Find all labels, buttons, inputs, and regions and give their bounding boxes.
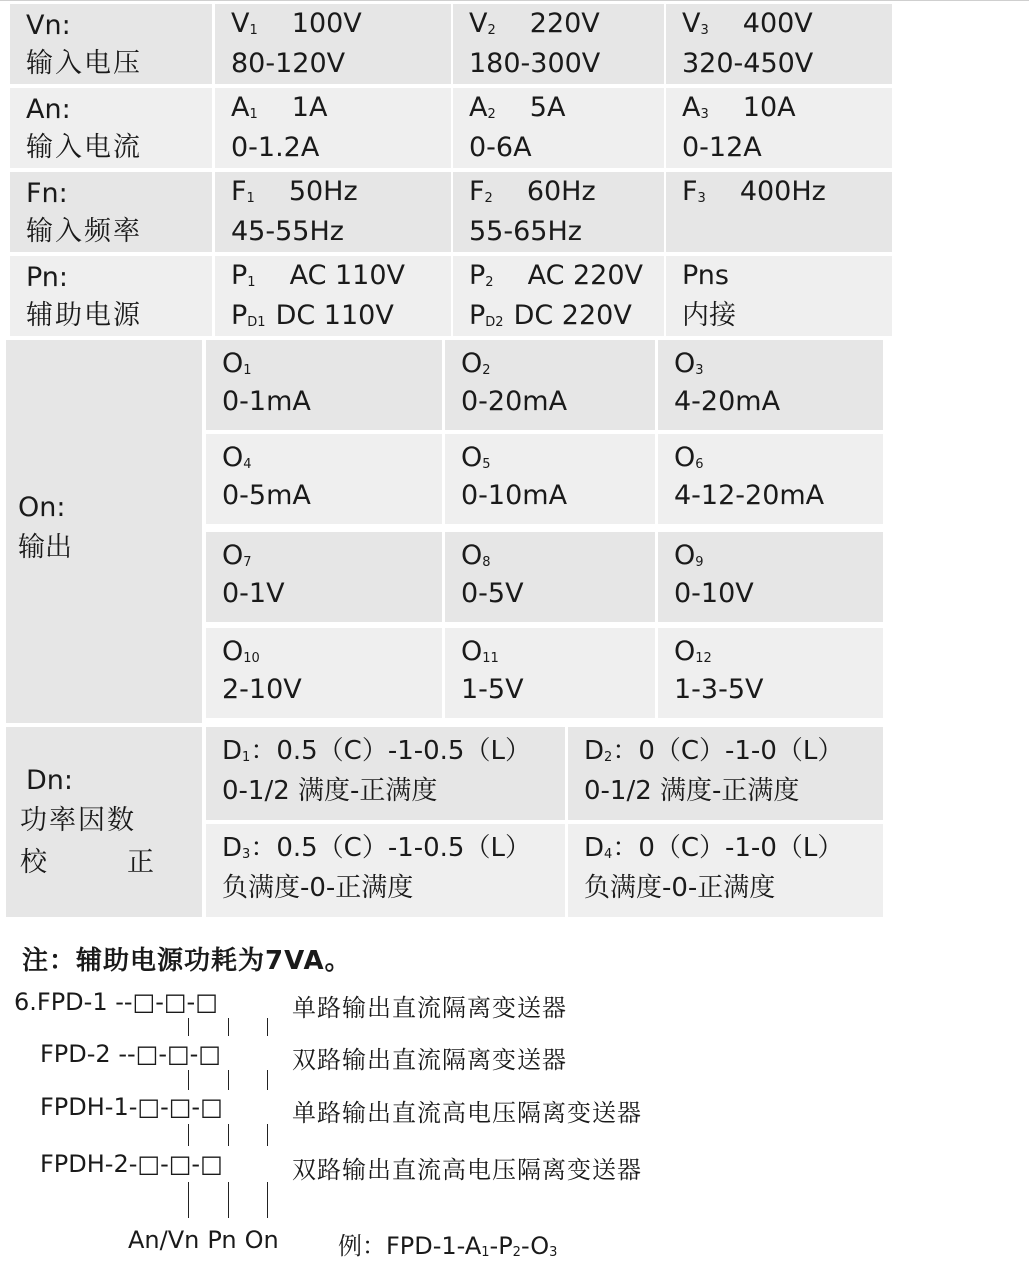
- output-range-line: [461, 578, 524, 610]
- cell-line1: [682, 8, 813, 47]
- cell-0-1: [453, 4, 664, 84]
- output-cell-1: [445, 340, 655, 430]
- row-header-0: [10, 4, 212, 84]
- cell-range: 内接: [682, 300, 736, 331]
- model-line-2: [40, 1093, 223, 1121]
- row-key: [26, 10, 71, 42]
- pf-label-2: [20, 847, 154, 879]
- output-range: 1-5V: [461, 674, 524, 705]
- cell-1-1: [453, 88, 664, 168]
- output-subscript: 1: [243, 363, 252, 378]
- connector-1-2: [267, 1070, 268, 1090]
- pf-range: 0-1/2 满度-正满度: [222, 776, 438, 806]
- output-subscript: 8: [482, 555, 491, 570]
- cell-value: 400V: [742, 8, 813, 39]
- pf-line1: [222, 832, 531, 871]
- example-sub-3: 3: [549, 1245, 558, 1260]
- output-range-line: [222, 480, 311, 512]
- output-subscript: 11: [482, 651, 499, 666]
- output-range-line: [461, 480, 567, 512]
- output-range: 0-10mA: [461, 480, 568, 511]
- cell-symbol: F: [231, 176, 247, 207]
- pf-line1: [584, 832, 843, 871]
- output-subscript: 6: [695, 457, 704, 472]
- cell-line1: [469, 176, 596, 215]
- cell-line2: [469, 300, 632, 339]
- connector-1-1: [228, 1070, 229, 1090]
- row-key-text: An:: [26, 94, 71, 125]
- model-desc-2: [292, 1093, 642, 1128]
- cell-subscript: 1: [247, 275, 256, 290]
- legend-on: On: [244, 1226, 279, 1254]
- pf-symbol: D: [222, 736, 243, 766]
- cell-subscript: 2: [487, 23, 496, 38]
- output-symbol-line: [461, 540, 491, 579]
- legend-an-vn: An/Vn: [128, 1226, 200, 1254]
- cell-value-2: DC 220V: [513, 300, 632, 331]
- cell-0-2: [666, 4, 892, 84]
- output-cell-0: [206, 340, 442, 430]
- output-range-line: [222, 386, 311, 418]
- output-range: 0-1mA: [222, 386, 311, 417]
- output-range-line: [222, 674, 302, 706]
- model-description: 单路输出直流高电压隔离变送器: [292, 1099, 642, 1127]
- output-range-line: [222, 578, 285, 610]
- output-subscript: 2: [482, 363, 491, 378]
- output-symbol-line: [222, 442, 252, 481]
- cell-subscript-2: D2: [485, 315, 504, 330]
- cell-2-0: [215, 172, 451, 252]
- output-subscript: 7: [243, 555, 252, 570]
- cell-range: 180-300V: [469, 48, 601, 79]
- output-symbol: O: [461, 540, 483, 571]
- output-cell-10: [445, 628, 655, 718]
- output-symbol: O: [674, 442, 696, 473]
- pf-symbol: D: [222, 833, 243, 863]
- cell-line1: [231, 176, 358, 215]
- cell-range: 80-120V: [231, 48, 346, 79]
- output-cell-8: [658, 532, 883, 622]
- pf-label-2b: 正: [127, 847, 154, 878]
- cell-symbol-2: P: [231, 300, 248, 331]
- pf-cell-2: [206, 824, 565, 917]
- output-cell-7: [445, 532, 655, 622]
- cell-subscript: 1: [246, 191, 255, 206]
- pf-range: 0-1/2 满度-正满度: [584, 776, 800, 806]
- cell-value-2: DC 110V: [275, 300, 394, 331]
- output-range: 0-20mA: [461, 386, 568, 417]
- output-symbol: O: [674, 636, 696, 667]
- pf-symbol: D: [584, 736, 605, 766]
- cell-subscript: 3: [700, 23, 709, 38]
- output-subscript: 5: [482, 457, 491, 472]
- output-symbol-line: [222, 540, 252, 579]
- model-description: 双路输出直流隔离变送器: [292, 1046, 567, 1074]
- output-symbol: O: [222, 442, 244, 473]
- pf-range: 负满度-0-正满度: [584, 873, 776, 903]
- row-label-text: 输入频率: [26, 216, 142, 247]
- output-symbol-line: [674, 540, 704, 579]
- output-symbol-line: [674, 636, 712, 675]
- cell-line1: [682, 92, 796, 131]
- pf-cell-0: [206, 727, 565, 820]
- pf-subscript: 3: [242, 847, 251, 862]
- row-key-text: Vn:: [26, 10, 71, 41]
- cell-value: 10A: [742, 92, 796, 123]
- cell-range: 55-65Hz: [469, 216, 582, 247]
- output-cell-9: [206, 628, 442, 718]
- output-range: 0-1V: [222, 578, 285, 609]
- output-range-line: [461, 386, 567, 418]
- connector-2-1: [228, 1124, 229, 1146]
- example-sub-2: 2: [512, 1245, 521, 1260]
- output-cell-5: [658, 434, 883, 524]
- model-line-0: [14, 988, 218, 1016]
- row-key-text: Pn:: [26, 262, 69, 293]
- cell-value: 5A: [529, 92, 566, 123]
- cell-range: 0-12A: [682, 132, 762, 163]
- output-subscript: 10: [243, 651, 260, 666]
- row-key: [26, 178, 68, 210]
- cell-line1: [231, 260, 405, 299]
- connector-3-1: [228, 1182, 229, 1218]
- power-note: [22, 940, 352, 977]
- output-symbol-line: [222, 636, 260, 675]
- connector-0-0: [188, 1018, 189, 1036]
- cell-subscript: 1: [249, 107, 258, 122]
- model-line-3: [40, 1150, 223, 1178]
- cell-value: 400Hz: [739, 176, 826, 207]
- pf-label-1: [20, 805, 136, 837]
- cell-value: AC 220V: [527, 260, 644, 291]
- top-border: [0, 0, 1029, 1]
- pf-label-1-text: 功率因数: [20, 805, 136, 836]
- pf-line2: [584, 872, 775, 904]
- example-part-3: -O: [520, 1232, 550, 1260]
- output-symbol: O: [461, 442, 483, 473]
- row-label-text: 输入电压: [26, 48, 142, 79]
- pf-line1: [222, 735, 531, 774]
- output-subscript: 4: [243, 457, 252, 472]
- output-symbol: O: [222, 636, 244, 667]
- output-symbol: O: [222, 348, 244, 379]
- cell-line1: [469, 8, 600, 47]
- row-label-text: 辅助电源: [26, 300, 142, 331]
- pf-symbol: D: [584, 833, 605, 863]
- cell-1-2: [666, 88, 892, 168]
- cell-symbol: F: [469, 176, 485, 207]
- output-range: 2-10V: [222, 674, 302, 705]
- cell-symbol: Pns: [682, 260, 729, 291]
- cell-value: 100V: [291, 8, 362, 39]
- output-subscript: 12: [695, 651, 712, 666]
- cell-subscript: 2: [485, 275, 494, 290]
- row-key: [26, 94, 71, 126]
- cell-value: 50Hz: [288, 176, 358, 207]
- output-symbol-line: [674, 348, 704, 387]
- output-range: 0-10V: [674, 578, 754, 609]
- cell-line2: [682, 300, 736, 332]
- output-subscript: 3: [695, 363, 704, 378]
- cell-line2: [231, 216, 344, 248]
- cell-value: AC 110V: [289, 260, 406, 291]
- model-code: 6.FPD-1 --□-□-□: [14, 988, 218, 1016]
- example-code: [338, 1226, 557, 1261]
- pf-key-text: Dn:: [26, 765, 73, 796]
- output-range-line: [461, 674, 524, 706]
- cell-line1: [469, 260, 643, 299]
- cell-subscript-2: D1: [247, 315, 266, 330]
- output-cell-2: [658, 340, 883, 430]
- output-cell-4: [445, 434, 655, 524]
- cell-line1: [682, 176, 826, 215]
- example-prefix: 例：FPD-1-A: [338, 1232, 482, 1260]
- cell-symbol: A: [231, 92, 250, 123]
- output-symbol: O: [461, 348, 483, 379]
- pf-formula: ：0（C）-1-0（L）: [612, 833, 844, 863]
- pf-subscript: 2: [604, 750, 613, 765]
- output-range-line: [674, 386, 780, 418]
- output-symbol-line: [222, 348, 252, 387]
- cell-symbol: V: [231, 8, 250, 39]
- model-code: FPDH-1-□-□-□: [40, 1093, 223, 1121]
- output-symbol: O: [222, 540, 244, 571]
- cell-range: 45-55Hz: [231, 216, 344, 247]
- power-factor-header: [6, 727, 202, 917]
- cell-1-0: [215, 88, 451, 168]
- row-header-2: [10, 172, 212, 252]
- connector-3-0: [188, 1182, 189, 1218]
- output-symbol: O: [674, 540, 696, 571]
- output-range: 4-12-20mA: [674, 480, 825, 511]
- pf-label-2a: 校: [20, 847, 47, 878]
- output-range-line: [674, 674, 764, 706]
- pf-line1: [584, 735, 843, 774]
- output-range: 1-3-5V: [674, 674, 764, 705]
- pf-range: 负满度-0-正满度: [222, 873, 414, 903]
- cell-2-1: [453, 172, 664, 252]
- row-header-3: [10, 256, 212, 336]
- connector-2-0: [188, 1124, 189, 1146]
- pf-key: [26, 765, 73, 797]
- row-key-text: Fn:: [26, 178, 68, 209]
- cell-3-0: [215, 256, 451, 336]
- cell-line2: [469, 132, 532, 164]
- pf-cell-1: [568, 727, 883, 820]
- cell-line2: [469, 48, 600, 80]
- cell-line2: [231, 48, 345, 80]
- output-header: [6, 340, 202, 723]
- cell-line1: [682, 260, 729, 292]
- row-label: [26, 300, 142, 332]
- cell-line2: [682, 132, 762, 164]
- pf-line2: [222, 775, 437, 807]
- connector-1-0: [188, 1070, 189, 1090]
- cell-value: 220V: [529, 8, 600, 39]
- cell-line2: [231, 300, 394, 339]
- cell-line2: [231, 132, 319, 164]
- output-range-line: [674, 578, 754, 610]
- cell-subscript: 3: [700, 107, 709, 122]
- cell-symbol: F: [682, 176, 698, 207]
- output-symbol-line: [461, 442, 491, 481]
- model-code: FPDH-2-□-□-□: [40, 1150, 223, 1178]
- cell-3-1: [453, 256, 664, 336]
- cell-line1: [231, 8, 362, 47]
- row-label: [26, 48, 142, 80]
- cell-symbol: V: [469, 8, 488, 39]
- cell-line2: [682, 48, 813, 80]
- cell-range: 0-1.2A: [231, 132, 320, 163]
- output-symbol: O: [461, 636, 483, 667]
- cell-symbol: P: [231, 260, 248, 291]
- output-symbol: O: [674, 348, 696, 379]
- cell-value: 60Hz: [526, 176, 596, 207]
- output-range: 0-5mA: [222, 480, 311, 511]
- row-label: [26, 132, 142, 164]
- connector-0-1: [228, 1018, 229, 1036]
- code-legend: [128, 1226, 279, 1254]
- output-label-text: 输出: [18, 532, 72, 563]
- output-range-line: [674, 480, 824, 512]
- output-symbol-line: [461, 636, 499, 675]
- cell-range: 320-450V: [682, 48, 814, 79]
- pf-formula: ：0.5（C）-1-0.5（L）: [250, 736, 531, 766]
- pf-line2: [584, 775, 799, 807]
- model-description: 单路输出直流隔离变送器: [292, 994, 567, 1022]
- example-part-2: -P: [489, 1232, 513, 1260]
- output-range: 0-5V: [461, 578, 524, 609]
- pf-cell-3: [568, 824, 883, 917]
- connector-0-2: [267, 1018, 268, 1036]
- output-cell-11: [658, 628, 883, 718]
- cell-value: 1A: [291, 92, 328, 123]
- connector-3-2: [267, 1182, 268, 1218]
- cell-subscript: 3: [697, 191, 706, 206]
- pf-subscript: 1: [242, 750, 251, 765]
- pf-subscript: 4: [604, 847, 613, 862]
- model-desc-3: [292, 1150, 642, 1185]
- output-symbol-line: [674, 442, 704, 481]
- legend-pn: Pn: [207, 1226, 237, 1254]
- connector-2-2: [267, 1124, 268, 1146]
- row-label-text: 输入电流: [26, 132, 142, 163]
- row-label: [26, 216, 142, 248]
- output-key-text: On:: [18, 492, 66, 523]
- example-sub-1: 1: [481, 1245, 490, 1260]
- cell-symbol: P: [469, 260, 486, 291]
- cell-range: 0-6A: [469, 132, 532, 163]
- model-desc-1: [292, 1040, 567, 1075]
- pf-formula: ：0（C）-1-0（L）: [612, 736, 844, 766]
- model-line-1: [40, 1040, 221, 1068]
- cell-symbol: V: [682, 8, 701, 39]
- cell-symbol-2: P: [469, 300, 486, 331]
- pf-formula: ：0.5（C）-1-0.5（L）: [250, 833, 531, 863]
- cell-symbol: A: [469, 92, 488, 123]
- cell-line1: [231, 92, 327, 131]
- model-code: FPD-2 --□-□-□: [40, 1040, 221, 1068]
- row-header-1: [10, 88, 212, 168]
- model-description: 双路输出直流高电压隔离变送器: [292, 1156, 642, 1184]
- cell-line2: [469, 216, 582, 248]
- output-key: [18, 492, 65, 524]
- output-label: [18, 532, 72, 564]
- output-range: 4-20mA: [674, 386, 781, 417]
- cell-3-2: [666, 256, 892, 336]
- cell-0-0: [215, 4, 451, 84]
- output-cell-6: [206, 532, 442, 622]
- pf-line2: [222, 872, 413, 904]
- model-desc-0: [292, 988, 567, 1023]
- cell-line1: [469, 92, 565, 131]
- output-subscript: 9: [695, 555, 704, 570]
- cell-2-2: [666, 172, 892, 252]
- cell-symbol: A: [682, 92, 701, 123]
- output-symbol-line: [461, 348, 491, 387]
- cell-subscript: 2: [487, 107, 496, 122]
- cell-subscript: 2: [484, 191, 493, 206]
- cell-subscript: 1: [249, 23, 258, 38]
- row-key: [26, 262, 68, 294]
- output-cell-3: [206, 434, 442, 524]
- power-note-text: 注：辅助电源功耗为7VA。: [22, 946, 352, 976]
